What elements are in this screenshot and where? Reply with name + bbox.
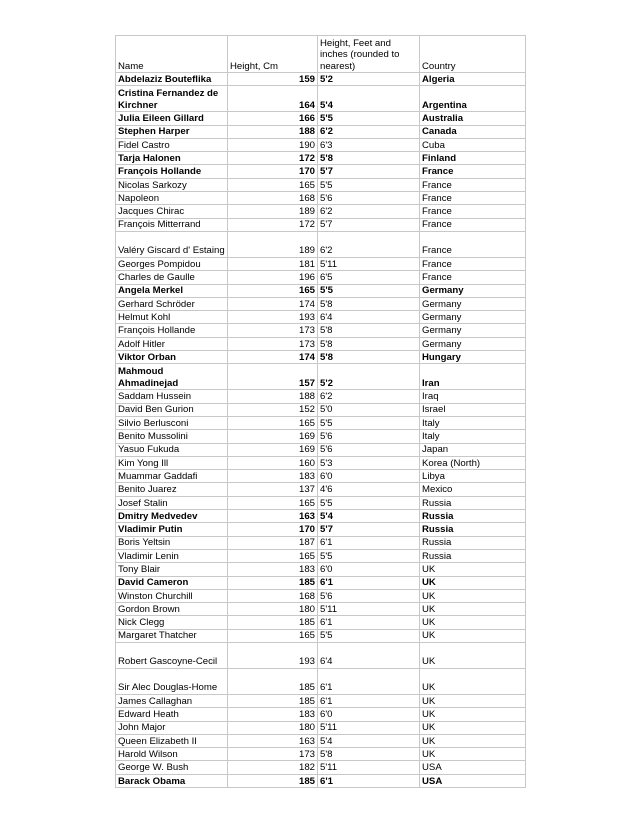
cell-height-cm: 182 bbox=[228, 761, 318, 774]
cell-height-cm: 172 bbox=[228, 152, 318, 165]
cell-height-ft: 4'6 bbox=[318, 483, 420, 496]
cell-height-ft: 5'3 bbox=[318, 456, 420, 469]
cell-height-cm: 170 bbox=[228, 165, 318, 178]
table-row bbox=[116, 337, 526, 350]
cell-country: Argentina bbox=[420, 86, 526, 112]
table-row bbox=[116, 205, 526, 218]
cell-height-cm: 169 bbox=[228, 443, 318, 456]
table-row bbox=[116, 297, 526, 310]
cell-height-ft: 6'4 bbox=[318, 642, 420, 668]
cell-name: Mahmoud Ahmadinejad bbox=[116, 364, 228, 390]
cell-height-cm: 180 bbox=[228, 603, 318, 616]
cell-country: Japan bbox=[420, 443, 526, 456]
table-row bbox=[116, 523, 526, 536]
cell-country: Canada bbox=[420, 125, 526, 138]
cell-country: UK bbox=[420, 734, 526, 747]
cell-country: UK bbox=[420, 721, 526, 734]
table-row bbox=[116, 443, 526, 456]
cell-height-ft: 5'5 bbox=[318, 496, 420, 509]
cell-height-cm: 168 bbox=[228, 192, 318, 205]
cell-height-cm: 180 bbox=[228, 721, 318, 734]
cell-height-ft: 6'1 bbox=[318, 668, 420, 694]
cell-country: France bbox=[420, 218, 526, 231]
cell-name: Gerhard Schröder bbox=[116, 297, 228, 310]
cell-height-cm: 188 bbox=[228, 125, 318, 138]
cell-height-ft: 6'2 bbox=[318, 125, 420, 138]
cell-height-cm: 159 bbox=[228, 73, 318, 86]
cell-country: UK bbox=[420, 748, 526, 761]
cell-height-cm: 170 bbox=[228, 523, 318, 536]
cell-country: Israel bbox=[420, 403, 526, 416]
cell-height-cm: 165 bbox=[228, 416, 318, 429]
cell-name: Sir Alec Douglas-Home bbox=[116, 668, 228, 694]
cell-height-ft: 5'5 bbox=[318, 629, 420, 642]
cell-height-cm: 185 bbox=[228, 616, 318, 629]
cell-name: John Major bbox=[116, 721, 228, 734]
cell-name: Tony Blair bbox=[116, 563, 228, 576]
cell-name: Angela Merkel bbox=[116, 284, 228, 297]
cell-name: Viktor Orban bbox=[116, 351, 228, 364]
cell-country: Germany bbox=[420, 311, 526, 324]
cell-name: Silvio Berlusconi bbox=[116, 416, 228, 429]
cell-country: Russia bbox=[420, 549, 526, 562]
cell-height-cm: 174 bbox=[228, 297, 318, 310]
cell-height-ft: 6'4 bbox=[318, 311, 420, 324]
cell-country: USA bbox=[420, 774, 526, 787]
table-row bbox=[116, 86, 526, 112]
table-row bbox=[116, 734, 526, 747]
cell-country: Germany bbox=[420, 297, 526, 310]
cell-height-ft: 5'7 bbox=[318, 165, 420, 178]
table-row bbox=[116, 483, 526, 496]
cell-height-cm: 165 bbox=[228, 549, 318, 562]
cell-height-ft: 5'2 bbox=[318, 364, 420, 390]
table-row bbox=[116, 284, 526, 297]
header-row bbox=[116, 36, 526, 73]
table-row bbox=[116, 165, 526, 178]
cell-name: Benito Juarez bbox=[116, 483, 228, 496]
cell-name: Nick Clegg bbox=[116, 616, 228, 629]
cell-height-ft: 5'8 bbox=[318, 748, 420, 761]
cell-name: Jacques Chirac bbox=[116, 205, 228, 218]
cell-height-cm: 183 bbox=[228, 470, 318, 483]
cell-country: Germany bbox=[420, 324, 526, 337]
cell-name: François Mitterrand bbox=[116, 218, 228, 231]
cell-height-cm: 163 bbox=[228, 734, 318, 747]
cell-height-ft: 5'8 bbox=[318, 297, 420, 310]
cell-height-cm: 188 bbox=[228, 390, 318, 403]
cell-height-cm: 183 bbox=[228, 563, 318, 576]
table-row bbox=[116, 271, 526, 284]
cell-height-cm: 185 bbox=[228, 774, 318, 787]
cell-height-cm: 137 bbox=[228, 483, 318, 496]
cell-country: UK bbox=[420, 603, 526, 616]
cell-height-cm: 190 bbox=[228, 138, 318, 151]
cell-name: Napoleon bbox=[116, 192, 228, 205]
cell-height-ft: 6'2 bbox=[318, 205, 420, 218]
cell-name: Harold Wilson bbox=[116, 748, 228, 761]
cell-name: Charles de Gaulle bbox=[116, 271, 228, 284]
cell-name: Adolf Hitler bbox=[116, 337, 228, 350]
table-row bbox=[116, 748, 526, 761]
cell-country: Iraq bbox=[420, 390, 526, 403]
cell-height-ft: 5'6 bbox=[318, 192, 420, 205]
cell-name: Julia Eileen Gillard bbox=[116, 112, 228, 125]
cell-country: Russia bbox=[420, 523, 526, 536]
leaders-height-table bbox=[115, 35, 526, 788]
table-row bbox=[116, 125, 526, 138]
cell-height-ft: 5'11 bbox=[318, 257, 420, 270]
cell-height-cm: 173 bbox=[228, 337, 318, 350]
cell-name: François Hollande bbox=[116, 324, 228, 337]
cell-height-ft: 5'8 bbox=[318, 337, 420, 350]
cell-height-cm: 152 bbox=[228, 403, 318, 416]
cell-country: UK bbox=[420, 694, 526, 707]
cell-height-ft: 6'0 bbox=[318, 563, 420, 576]
cell-height-cm: 165 bbox=[228, 178, 318, 191]
cell-height-cm: 165 bbox=[228, 284, 318, 297]
cell-country: Australia bbox=[420, 112, 526, 125]
cell-name: Edward Heath bbox=[116, 708, 228, 721]
cell-height-ft: 6'0 bbox=[318, 708, 420, 721]
cell-country: UK bbox=[420, 589, 526, 602]
cell-height-cm: 193 bbox=[228, 311, 318, 324]
cell-name: Valéry Giscard d' Estaing bbox=[116, 231, 228, 257]
cell-height-ft: 5'5 bbox=[318, 549, 420, 562]
cell-name: Nicolas Sarkozy bbox=[116, 178, 228, 191]
cell-height-cm: 172 bbox=[228, 218, 318, 231]
cell-country: UK bbox=[420, 576, 526, 589]
table-row bbox=[116, 668, 526, 694]
cell-height-ft: 6'2 bbox=[318, 390, 420, 403]
cell-name: Stephen Harper bbox=[116, 125, 228, 138]
cell-height-ft: 5'8 bbox=[318, 152, 420, 165]
cell-country: Russia bbox=[420, 536, 526, 549]
cell-height-ft: 5'5 bbox=[318, 284, 420, 297]
table-row bbox=[116, 589, 526, 602]
cell-name: Josef Stalin bbox=[116, 496, 228, 509]
table-row bbox=[116, 721, 526, 734]
cell-height-ft: 5'11 bbox=[318, 603, 420, 616]
cell-name: Helmut Kohl bbox=[116, 311, 228, 324]
cell-height-cm: 185 bbox=[228, 694, 318, 707]
header-height-ft: Height, Feet and inches (rounded to nearest) bbox=[318, 36, 420, 73]
cell-country: UK bbox=[420, 629, 526, 642]
cell-country: USA bbox=[420, 761, 526, 774]
cell-height-ft: 5'8 bbox=[318, 351, 420, 364]
cell-height-ft: 5'4 bbox=[318, 510, 420, 523]
cell-name: François Hollande bbox=[116, 165, 228, 178]
table-row bbox=[116, 416, 526, 429]
table-row bbox=[116, 774, 526, 787]
cell-country: Korea (North) bbox=[420, 456, 526, 469]
cell-name: Dmitry Medvedev bbox=[116, 510, 228, 523]
cell-country: France bbox=[420, 257, 526, 270]
cell-height-ft: 6'3 bbox=[318, 138, 420, 151]
cell-height-ft: 6'1 bbox=[318, 774, 420, 787]
table-row bbox=[116, 138, 526, 151]
cell-name: David Cameron bbox=[116, 576, 228, 589]
cell-height-ft: 6'0 bbox=[318, 470, 420, 483]
table-row bbox=[116, 496, 526, 509]
cell-country: UK bbox=[420, 708, 526, 721]
table-row bbox=[116, 390, 526, 403]
cell-height-cm: 189 bbox=[228, 231, 318, 257]
table-row bbox=[116, 470, 526, 483]
cell-height-cm: 196 bbox=[228, 271, 318, 284]
cell-country: France bbox=[420, 178, 526, 191]
cell-country: Cuba bbox=[420, 138, 526, 151]
cell-country: Germany bbox=[420, 284, 526, 297]
cell-height-cm: 169 bbox=[228, 430, 318, 443]
cell-height-cm: 185 bbox=[228, 668, 318, 694]
cell-country: UK bbox=[420, 668, 526, 694]
table-row bbox=[116, 563, 526, 576]
header-height-cm: Height, Cm bbox=[228, 36, 318, 73]
cell-height-ft: 6'1 bbox=[318, 616, 420, 629]
table-row bbox=[116, 311, 526, 324]
cell-height-ft: 5'5 bbox=[318, 112, 420, 125]
cell-country: UK bbox=[420, 642, 526, 668]
cell-height-cm: 187 bbox=[228, 536, 318, 549]
cell-name: Fidel Castro bbox=[116, 138, 228, 151]
cell-country: Mexico bbox=[420, 483, 526, 496]
cell-height-cm: 173 bbox=[228, 748, 318, 761]
table-row bbox=[116, 708, 526, 721]
cell-country: Finland bbox=[420, 152, 526, 165]
cell-height-ft: 6'1 bbox=[318, 694, 420, 707]
table-row bbox=[116, 536, 526, 549]
cell-country: France bbox=[420, 165, 526, 178]
cell-name: Vladimir Lenin bbox=[116, 549, 228, 562]
cell-name: Tarja Halonen bbox=[116, 152, 228, 165]
cell-country: Italy bbox=[420, 430, 526, 443]
cell-height-cm: 181 bbox=[228, 257, 318, 270]
cell-height-ft: 5'6 bbox=[318, 430, 420, 443]
table-row bbox=[116, 616, 526, 629]
cell-height-cm: 165 bbox=[228, 496, 318, 509]
cell-height-cm: 193 bbox=[228, 642, 318, 668]
cell-height-ft: 5'5 bbox=[318, 178, 420, 191]
cell-height-ft: 6'1 bbox=[318, 576, 420, 589]
cell-country: Russia bbox=[420, 510, 526, 523]
cell-name: David Ben Gurion bbox=[116, 403, 228, 416]
table-row bbox=[116, 510, 526, 523]
table-row bbox=[116, 218, 526, 231]
cell-name: Abdelaziz Bouteflika bbox=[116, 73, 228, 86]
cell-name: Vladimir Putin bbox=[116, 523, 228, 536]
cell-country: France bbox=[420, 205, 526, 218]
cell-height-cm: 163 bbox=[228, 510, 318, 523]
cell-height-ft: 5'11 bbox=[318, 761, 420, 774]
cell-country: UK bbox=[420, 616, 526, 629]
cell-name: Saddam Hussein bbox=[116, 390, 228, 403]
cell-height-ft: 5'11 bbox=[318, 721, 420, 734]
cell-country: Algeria bbox=[420, 73, 526, 86]
table-row bbox=[116, 629, 526, 642]
cell-name: Robert Gascoyne-Cecil bbox=[116, 642, 228, 668]
cell-height-cm: 174 bbox=[228, 351, 318, 364]
cell-country: UK bbox=[420, 563, 526, 576]
cell-country: France bbox=[420, 231, 526, 257]
cell-height-ft: 6'5 bbox=[318, 271, 420, 284]
cell-country: France bbox=[420, 192, 526, 205]
cell-country: Russia bbox=[420, 496, 526, 509]
table-row bbox=[116, 456, 526, 469]
cell-height-ft: 5'7 bbox=[318, 218, 420, 231]
cell-name: Kim Yong Ill bbox=[116, 456, 228, 469]
header-country: Country bbox=[420, 36, 526, 73]
cell-name: Winston Churchill bbox=[116, 589, 228, 602]
cell-name: Margaret Thatcher bbox=[116, 629, 228, 642]
cell-height-ft: 5'4 bbox=[318, 734, 420, 747]
table-row bbox=[116, 351, 526, 364]
cell-height-ft: 5'7 bbox=[318, 523, 420, 536]
cell-height-cm: 165 bbox=[228, 629, 318, 642]
table-row bbox=[116, 178, 526, 191]
cell-height-ft: 6'2 bbox=[318, 231, 420, 257]
cell-name: Cristina Fernandez de Kirchner bbox=[116, 86, 228, 112]
table-row bbox=[116, 642, 526, 668]
cell-height-cm: 185 bbox=[228, 576, 318, 589]
cell-name: Georges Pompidou bbox=[116, 257, 228, 270]
cell-name: Boris Yeltsin bbox=[116, 536, 228, 549]
cell-height-ft: 5'6 bbox=[318, 443, 420, 456]
table-row bbox=[116, 364, 526, 390]
cell-name: Queen Elizabeth II bbox=[116, 734, 228, 747]
cell-country: Iran bbox=[420, 364, 526, 390]
cell-height-ft: 5'8 bbox=[318, 324, 420, 337]
cell-height-cm: 168 bbox=[228, 589, 318, 602]
table-row bbox=[116, 694, 526, 707]
table-row bbox=[116, 73, 526, 86]
cell-height-ft: 5'4 bbox=[318, 86, 420, 112]
cell-name: George W. Bush bbox=[116, 761, 228, 774]
cell-name: Gordon Brown bbox=[116, 603, 228, 616]
table-row bbox=[116, 403, 526, 416]
cell-country: Italy bbox=[420, 416, 526, 429]
cell-country: Germany bbox=[420, 337, 526, 350]
cell-name: Benito Mussolini bbox=[116, 430, 228, 443]
cell-height-cm: 164 bbox=[228, 86, 318, 112]
cell-height-cm: 157 bbox=[228, 364, 318, 390]
cell-country: Libya bbox=[420, 470, 526, 483]
header-name: Name bbox=[116, 36, 228, 73]
cell-name: Barack Obama bbox=[116, 774, 228, 787]
cell-height-ft: 6'1 bbox=[318, 536, 420, 549]
cell-height-cm: 189 bbox=[228, 205, 318, 218]
table-row bbox=[116, 576, 526, 589]
cell-height-cm: 166 bbox=[228, 112, 318, 125]
table-row bbox=[116, 152, 526, 165]
cell-height-ft: 5'5 bbox=[318, 416, 420, 429]
table-row bbox=[116, 192, 526, 205]
table-row bbox=[116, 430, 526, 443]
cell-name: James Callaghan bbox=[116, 694, 228, 707]
cell-height-ft: 5'6 bbox=[318, 589, 420, 602]
cell-height-ft: 5'2 bbox=[318, 73, 420, 86]
cell-country: Hungary bbox=[420, 351, 526, 364]
cell-height-cm: 160 bbox=[228, 456, 318, 469]
table-row bbox=[116, 112, 526, 125]
cell-height-cm: 183 bbox=[228, 708, 318, 721]
cell-country: France bbox=[420, 271, 526, 284]
table-row bbox=[116, 603, 526, 616]
table-row bbox=[116, 324, 526, 337]
cell-height-ft: 5'0 bbox=[318, 403, 420, 416]
cell-height-cm: 173 bbox=[228, 324, 318, 337]
table-row bbox=[116, 549, 526, 562]
table-row bbox=[116, 257, 526, 270]
table-row bbox=[116, 231, 526, 257]
cell-name: Yasuo Fukuda bbox=[116, 443, 228, 456]
cell-name: Muammar Gaddafi bbox=[116, 470, 228, 483]
table-row bbox=[116, 761, 526, 774]
table-body bbox=[116, 36, 526, 788]
